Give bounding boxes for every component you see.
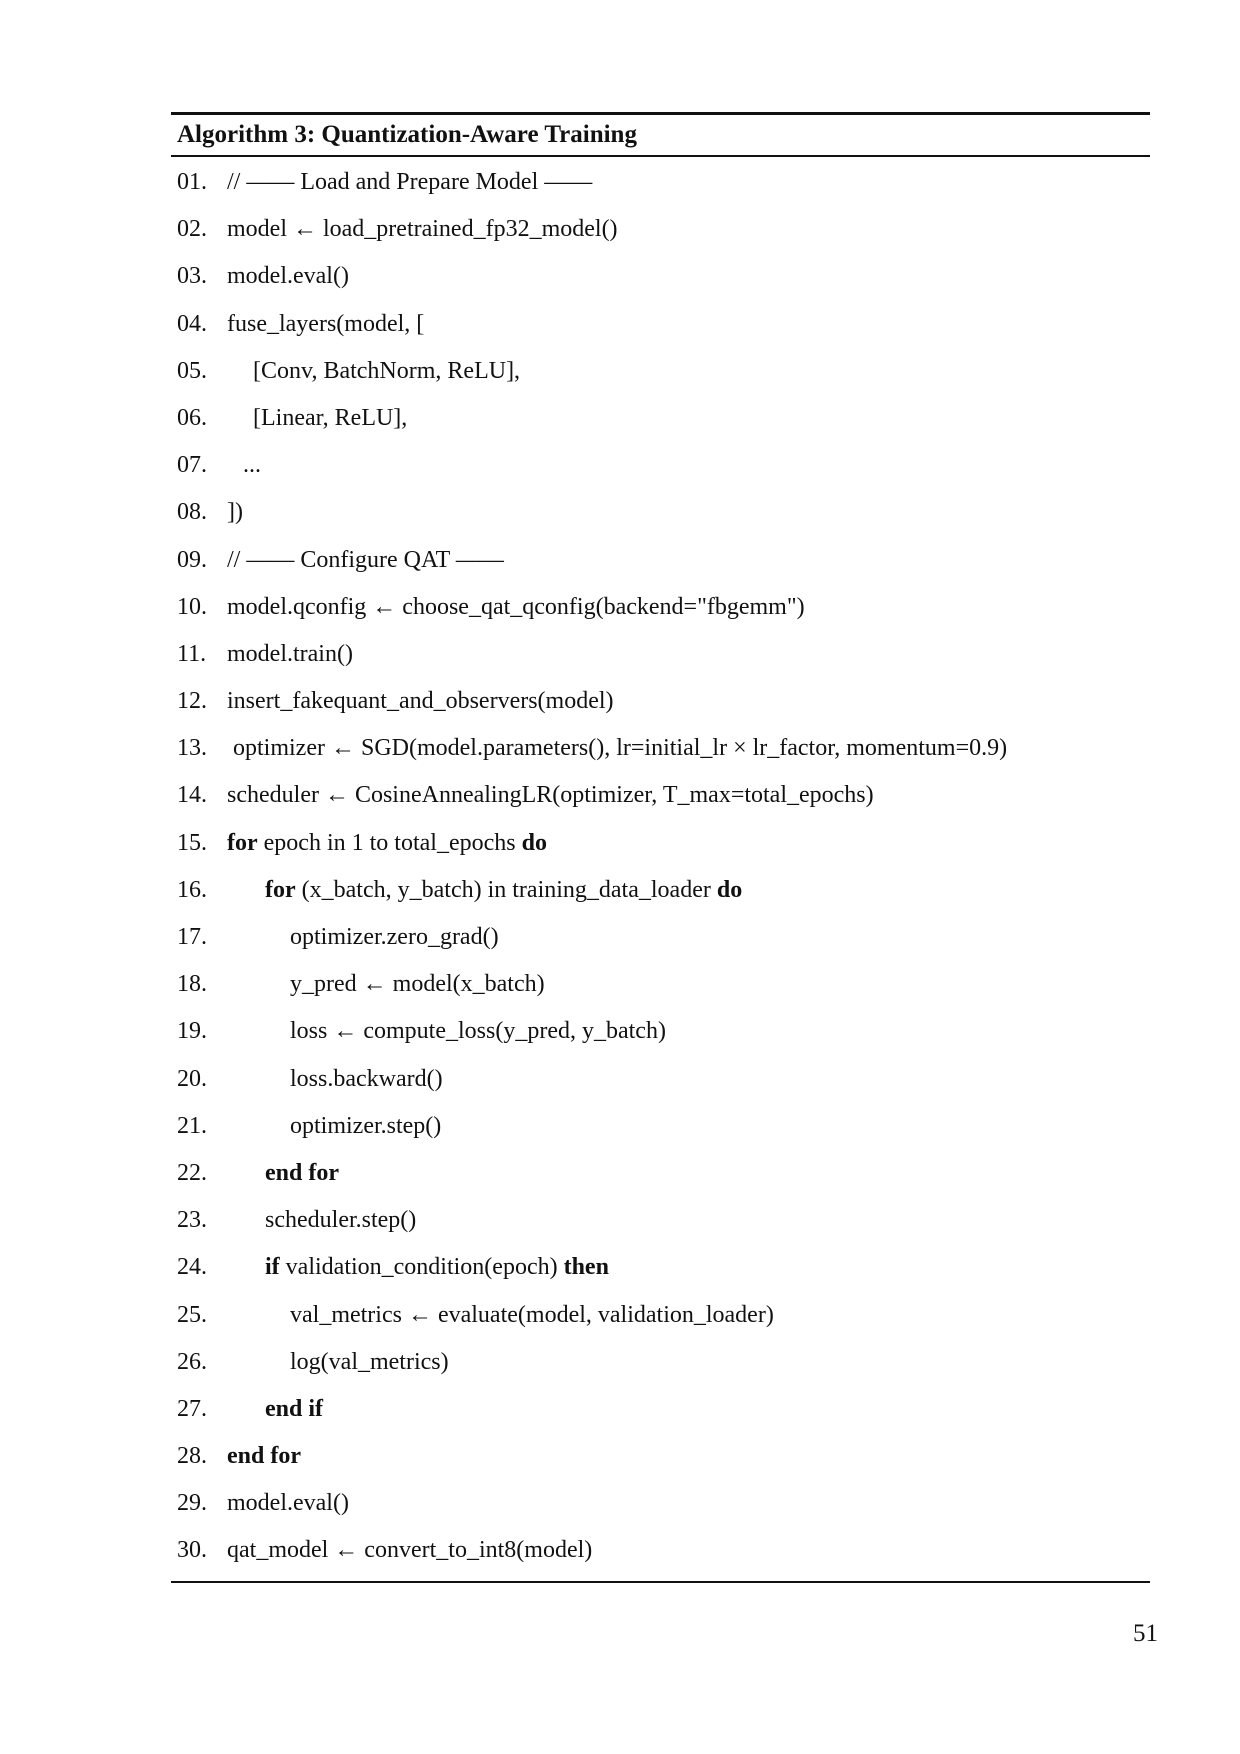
keyword: do (521, 829, 547, 856)
line-code (290, 961, 545, 1008)
code-text: optimizer.zero_grad() (290, 924, 499, 950)
code-text: val_metrics ← evaluate(model, validation_loader) (290, 1301, 774, 1328)
bottom-rule (171, 1581, 1150, 1583)
algorithm-line (171, 1339, 1150, 1386)
line-number: 08. (177, 499, 207, 526)
algorithm-line (171, 1008, 1150, 1055)
code-text: model ← load_pretrained_fp32_model() (227, 216, 618, 243)
line-code (227, 631, 353, 678)
algorithm-line (171, 725, 1150, 772)
line-number: 28. (177, 1443, 207, 1470)
code-text: model.eval() (227, 1490, 349, 1517)
line-code (227, 159, 592, 206)
line-code (253, 348, 520, 395)
code-text: loss.backward() (290, 1065, 443, 1092)
algorithm-line (171, 1386, 1150, 1433)
line-number: 02. (177, 216, 207, 243)
line-code (265, 867, 742, 914)
algorithm-line (171, 867, 1150, 914)
code-text: y_pred ← model(x_batch) (290, 971, 545, 998)
line-code (290, 1008, 666, 1055)
algorithm-line (171, 914, 1150, 961)
line-code (265, 1150, 339, 1197)
algorithm-line (171, 442, 1150, 489)
line-code (227, 1433, 301, 1480)
line-code (227, 537, 504, 584)
line-code (227, 301, 424, 348)
algorithm-line (171, 678, 1150, 725)
keyword: end if (265, 1395, 324, 1422)
line-number: 24. (177, 1254, 207, 1281)
line-code (227, 678, 614, 725)
algorithm-line (171, 206, 1150, 253)
line-number: 30. (177, 1537, 207, 1564)
line-code (290, 1339, 449, 1386)
algorithm-line (171, 1527, 1150, 1574)
line-number: 29. (177, 1490, 207, 1517)
code-text: ]) (227, 499, 243, 526)
line-number: 17. (177, 924, 207, 950)
line-number: 14. (177, 782, 207, 809)
algorithm-line (171, 1103, 1150, 1150)
algorithm-line (171, 159, 1150, 206)
algorithm-line (171, 772, 1150, 819)
algorithm-box (171, 112, 1150, 1583)
line-code (290, 1056, 443, 1103)
line-number: 21. (177, 1112, 207, 1139)
line-code (243, 442, 261, 489)
algorithm-line (171, 395, 1150, 442)
line-number: 16. (177, 876, 207, 903)
code-text: scheduler.step() (265, 1207, 417, 1234)
algorithm-line (171, 1150, 1150, 1197)
code-text: epoch in 1 to total_epochs (257, 829, 522, 856)
line-code (227, 772, 874, 819)
line-code (290, 1103, 441, 1150)
line-code (233, 725, 1007, 772)
line-code (227, 1480, 349, 1527)
algorithm-line (171, 1292, 1150, 1339)
line-number: 13. (177, 735, 207, 762)
line-code (227, 489, 243, 536)
line-number: 11. (177, 640, 207, 667)
algorithm-line (171, 537, 1150, 584)
keyword: do (716, 876, 743, 903)
algorithm-lines (171, 157, 1150, 1581)
keyword: for (265, 876, 296, 903)
line-code (290, 1292, 774, 1339)
code-text: model.eval() (227, 263, 349, 290)
keyword: then (563, 1254, 609, 1281)
code-text: loss ← compute_loss(y_pred, y_batch) (290, 1018, 666, 1045)
code-text: validation_condition(epoch) (279, 1254, 564, 1281)
keyword: for (227, 829, 258, 856)
line-number: 04. (177, 310, 207, 337)
line-code (265, 1197, 416, 1244)
line-code (265, 1386, 323, 1433)
algorithm-line (171, 1433, 1150, 1480)
line-number: 09. (177, 546, 207, 573)
algorithm-line (171, 1480, 1150, 1527)
code-text: [Linear, ReLU], (253, 404, 408, 431)
algorithm-line (171, 1244, 1150, 1291)
code-text: qat_model ← convert_to_int8(model) (227, 1537, 593, 1564)
line-number: 10. (177, 593, 207, 620)
code-text: model.qconfig ← choose_qat_qconfig(backend="fbgemm") (227, 593, 805, 620)
code-text: // —— Load and Prepare Model —— (227, 169, 593, 195)
algorithm-line (171, 820, 1150, 867)
keyword: if (265, 1254, 280, 1281)
code-text: scheduler ← CosineAnnealingLR(optimizer, T_max=total_epochs) (227, 782, 874, 809)
algorithm-line (171, 301, 1150, 348)
code-text: optimizer.step() (290, 1112, 442, 1139)
keyword: end for (227, 1443, 301, 1470)
line-number: 15. (177, 829, 207, 856)
algorithm-title: Algorithm 3: Quantization-Aware Training (177, 121, 637, 148)
algorithm-line (171, 348, 1150, 395)
line-number: 07. (177, 452, 207, 479)
line-number: 06. (177, 404, 207, 431)
algorithm-line (171, 584, 1150, 631)
code-text: model.train() (227, 640, 353, 667)
line-code (227, 253, 349, 300)
line-code (227, 206, 618, 253)
code-text: (x_batch, y_batch) in training_data_loader (295, 876, 717, 903)
line-number: 05. (177, 357, 207, 384)
algorithm-line (171, 1056, 1150, 1103)
line-code (290, 914, 499, 961)
algorithm-line (171, 961, 1150, 1008)
algorithm-line (171, 253, 1150, 300)
line-code (253, 395, 407, 442)
line-number: 25. (177, 1301, 207, 1328)
line-number: 12. (177, 688, 207, 715)
line-number: 26. (177, 1348, 207, 1375)
line-code (265, 1244, 609, 1291)
keyword: end for (265, 1159, 339, 1186)
code-text: fuse_layers(model, [ (227, 310, 425, 337)
algorithm-line (171, 1197, 1150, 1244)
code-text: [Conv, BatchNorm, ReLU], (253, 357, 521, 384)
code-text: ... (243, 452, 261, 479)
line-number: 19. (177, 1018, 207, 1045)
line-code (227, 584, 805, 631)
algorithm-line (171, 489, 1150, 536)
line-number: 27. (177, 1395, 207, 1422)
code-text: // —— Configure QAT —— (227, 546, 504, 573)
code-text: insert_fakequant_and_observers(model) (227, 688, 614, 715)
line-number: 23. (177, 1207, 207, 1234)
line-number: 22. (177, 1159, 207, 1186)
line-number: 03. (177, 263, 207, 290)
code-text: optimizer ← SGD(model.parameters(), lr=initial_lr × lr_factor, momentum=0.9) (233, 735, 1008, 762)
line-code (227, 820, 547, 867)
code-text: log(val_metrics) (290, 1348, 449, 1375)
line-number: 01. (177, 169, 207, 195)
line-number: 20. (177, 1065, 207, 1092)
line-number: 18. (177, 971, 207, 998)
algorithm-line (171, 631, 1150, 678)
line-code (227, 1527, 592, 1574)
page-number: 51 (1133, 1620, 1158, 1647)
